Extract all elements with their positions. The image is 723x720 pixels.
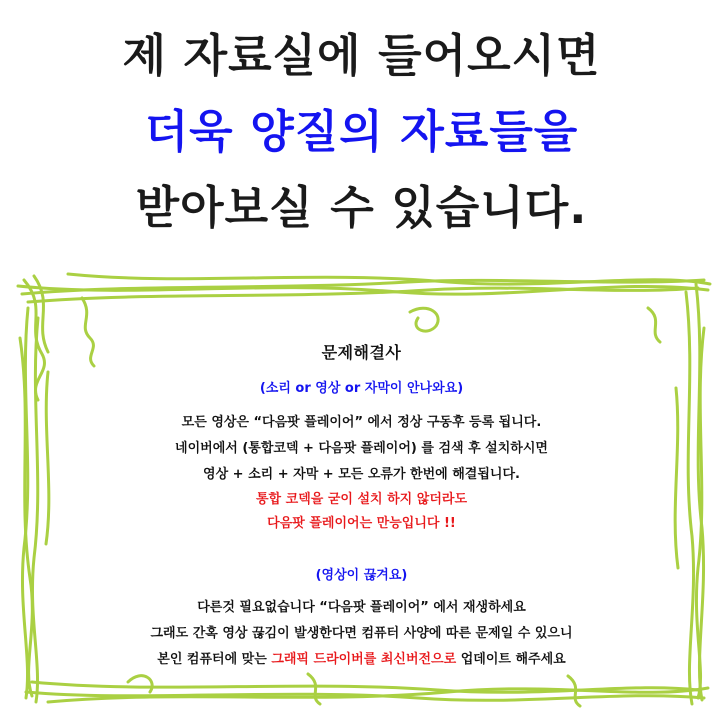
section2-line-1: 다른것 필요없습니다 “다음팟 플레이어” 에서 재생하세요 [197,600,526,615]
section1-line-2: 네이버에서 (통합코덱 + 다음팟 플레이어) 를 검색 후 설치하시면 [175,441,548,456]
last-line-prefix: 본인 컴퓨터에 맞는 [157,652,272,667]
section-divider [40,536,683,564]
notice-title: 문제해결사 [321,343,402,362]
section2-last-line [40,647,683,673]
section1-line-3: 영상 + 소리 + 자막 + 모든 오류가 한번에 해결됩니다. [203,467,520,482]
headline-line-3: 받아보실 수 있습니다. [135,181,588,234]
section2-line-2: 그래도 간혹 영상 끊김이 발생한다면 컴퓨터 사양에 따른 문제일 수 있으니 [150,626,573,641]
section1-red-line-2: 다음팟 플레이어는 만능입니다 !! [267,516,456,531]
headline-block [0,18,723,246]
headline-line-2: 더욱 양질의 자료들을 [144,105,579,158]
notice-content [40,282,683,694]
section2-subtitle: (영상이 끊겨요) [315,568,408,583]
last-line-suffix: 업데이트 해주세요 [456,652,566,667]
section1-red-line-1: 통합 코덱을 굳이 설치 하지 않더라도 [256,492,467,507]
headline-line-1: 제 자료실에 들어오시면 [122,29,601,82]
section1-subtitle: (소리 or 영상 or 자막이 안나와요) [259,381,464,396]
last-line-highlight: 그래픽 드라이버를 최신버전으로 [271,652,457,667]
section1-line-1: 모든 영상은 “다음팟 플레이어” 에서 정상 구동후 등록 됩니다. [181,415,542,430]
